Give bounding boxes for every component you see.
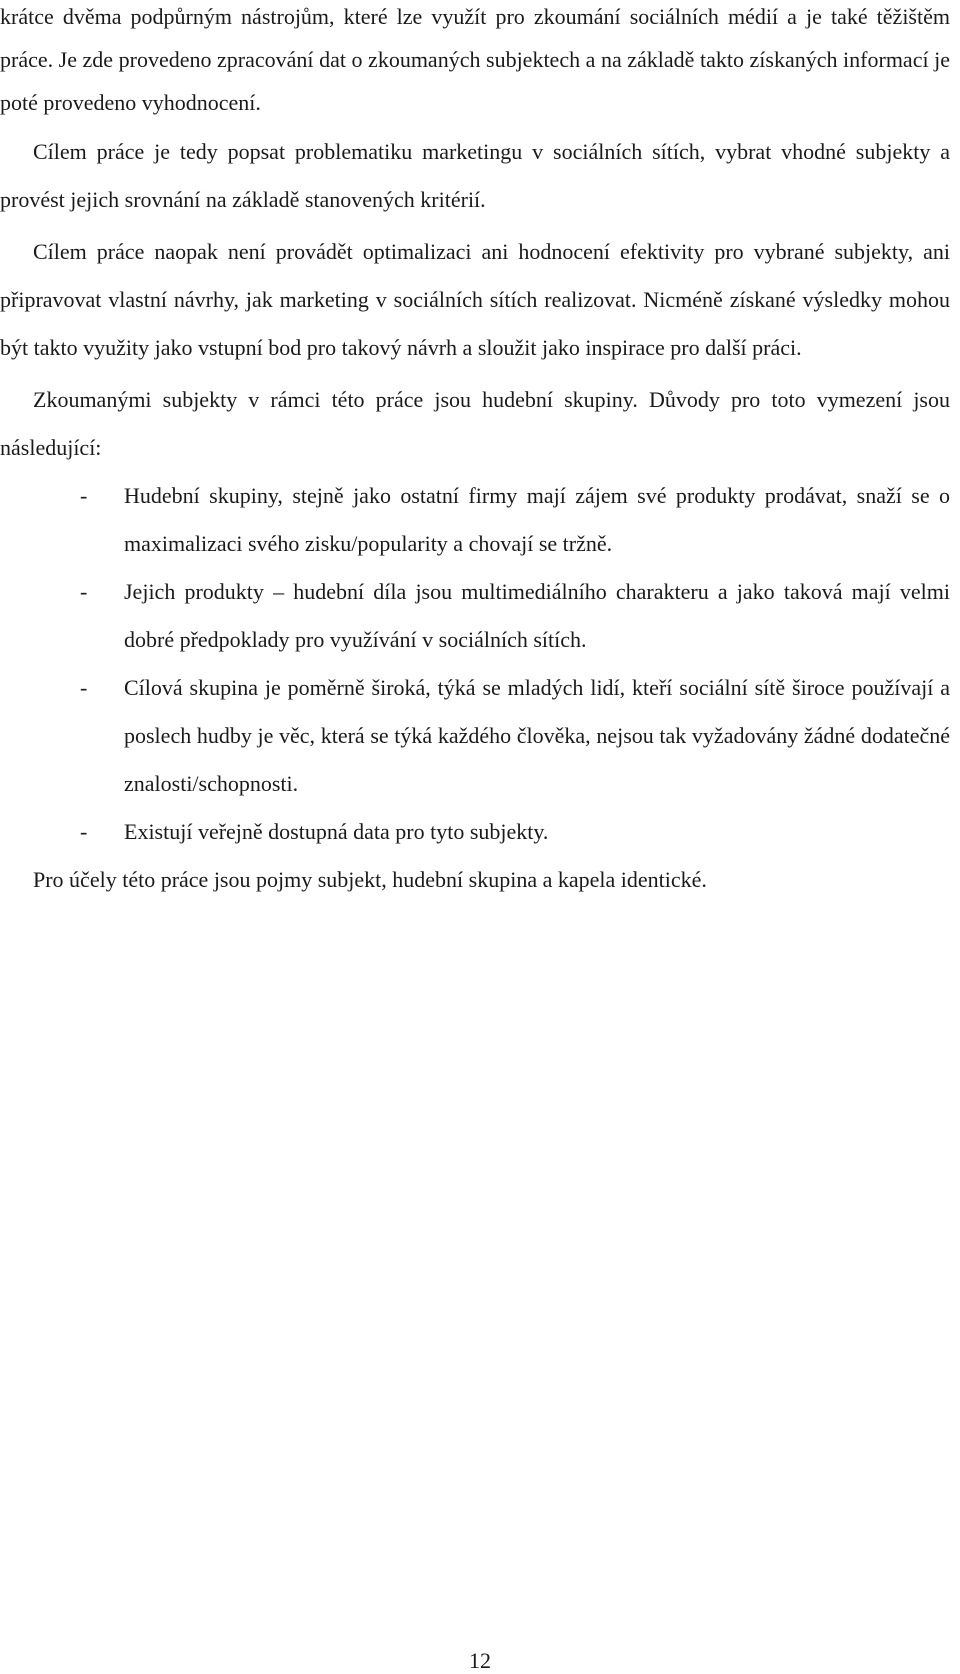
closing-paragraph: Pro účely této práce jsou pojmy subjekt, hudební skupina a kapela identické. xyxy=(33,867,707,892)
list-item-text: Cílová skupina je poměrně široká, týká se mladých lidí, kteří sociální sítě široce používají a poslech hudby je věc, která se týká každého člověka, nejsou tak vyžadovány žádné dodatečné znalosti/schopnosti. xyxy=(124,675,950,796)
list-item xyxy=(0,568,950,664)
subjects-paragraph: Zkoumanými subjekty v rámci této práce jsou hudební skupiny. Důvody pro toto vymezení jsou následující: xyxy=(0,387,950,460)
bullet-dash: - xyxy=(80,819,88,844)
list-item-text: Hudební skupiny, stejně jako ostatní firmy mají zájem své produkty prodávat, snaží se o maximalizaci svého zisku/popularity a chovají se tržně. xyxy=(124,483,950,556)
non-goal-paragraph: Cílem práce naopak není provádět optimalizaci ani hodnocení efektivity pro vybrané subjekty, ani připravovat vlastní návrhy, jak marketing v sociálních sítích realizovat. Nicméně získané výsledky mohou být takto využity jako vstupní bod pro takový návrh a sloužit jako inspirace pro další práci. xyxy=(0,239,950,360)
bullet-dash: - xyxy=(80,579,88,604)
reasons-list xyxy=(0,472,950,856)
page-number: 12 xyxy=(469,1648,491,1673)
list-item xyxy=(0,664,950,808)
goal-paragraph: Cílem práce je tedy popsat problematiku marketingu v sociálních sítích, vybrat vhodné subjekty a provést jejich srovnání na základě stanovených kritérií. xyxy=(0,139,950,212)
list-item xyxy=(0,808,950,856)
list-item-text: Jejich produkty – hudební díla jsou multimediálního charakteru a jako taková mají velmi dobré předpoklady pro využívání v sociálních sítích. xyxy=(124,579,950,652)
bullet-dash: - xyxy=(80,675,88,700)
bullet-dash: - xyxy=(80,483,88,508)
intro-paragraph: krátce dvěma podpůrným nástrojům, které lze využít pro zkoumání sociálních médií a je také těžištěm práce. Je zde provedeno zpracování dat o zkoumaných subjektech a na základě takto získaných informací je poté provedeno vyhodnocení. xyxy=(0,4,950,115)
list-item xyxy=(0,472,950,568)
list-item-text: Existují veřejně dostupná data pro tyto subjekty. xyxy=(124,819,549,844)
